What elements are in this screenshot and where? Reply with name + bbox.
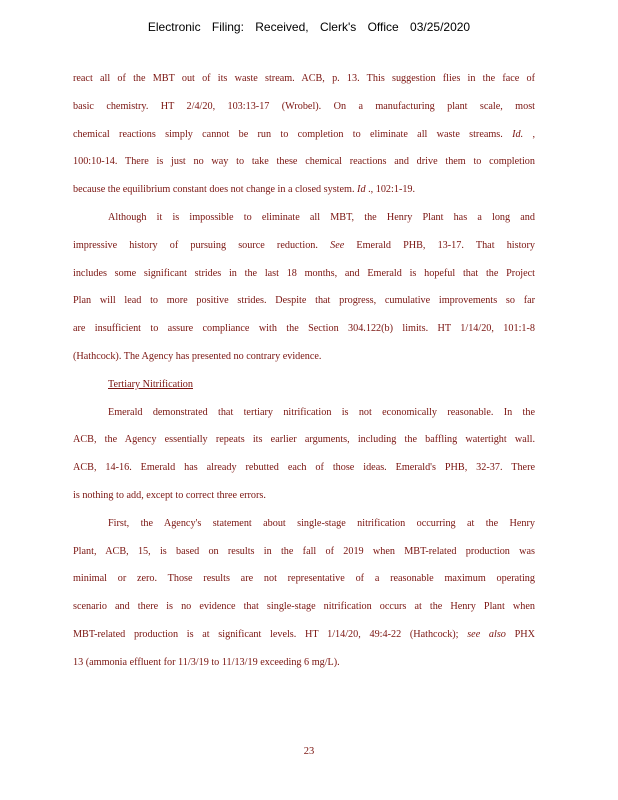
citation-italic: see also <box>467 628 506 640</box>
text-line: basic chemistry. HT 2/4/20, 103:13-17 (Wrobel). On a manufacturing plant scale, most <box>73 100 535 112</box>
text-line: Plan will lead to more positive strides. Despite that progress, cumulative improvements so far <box>73 295 535 307</box>
text-line: (Hathcock). The Agency has presented no contrary evidence. <box>73 350 322 362</box>
filing-header: Electronic Filing: Received, Clerk's Office 03/25/2020 <box>147 20 471 34</box>
citation-italic: Id <box>357 184 366 196</box>
text-line: are insufficient to assure compliance with the Section 304.122(b) limits. HT 1/14/20, 101:1-8 <box>73 323 535 335</box>
citation-italic: See <box>330 239 345 251</box>
text-line: MBT-related production is at significant levels. HT 1/14/20, 49:4-22 (Hathcock); see also PHX <box>73 628 535 640</box>
page-number: 23 <box>303 746 315 757</box>
section-heading: Tertiary Nitrification <box>108 378 193 390</box>
text-line: impressive history of pursuing source reduction. See Emerald PHB, 13-17. That history <box>73 239 535 251</box>
document-body <box>73 69 535 681</box>
text-line: Emerald demonstrated that tertiary nitrification is not economically reasonable. In the <box>108 406 535 418</box>
text-line: ACB, the Agency essentially repeats its earlier arguments, including the baffling watertight wall. <box>73 434 535 446</box>
text-line: ACB, 14-16. Emerald has already rebutted each of those ideas. Emerald's PHB, 32-37. There <box>73 462 535 474</box>
text-line: includes some significant strides in the last 18 months, and Emerald is hopeful that the Project <box>73 267 535 279</box>
text-line: 100:10-14. There is just no way to take these chemical reactions and drive them to completion <box>73 156 535 168</box>
text-line: is nothing to add, except to correct three errors. <box>73 489 266 501</box>
citation-italic: Id. <box>512 128 524 140</box>
text-line: chemical reactions simply cannot be run to completion to eliminate all waste streams. Id. , <box>73 128 535 140</box>
text-line: Although it is impossible to eliminate all MBT, the Henry Plant has a long and <box>108 211 535 223</box>
text-line: Plant, ACB, 15, is based on results in the fall of 2019 when MBT-related production was <box>73 545 535 557</box>
text-line: 13 (ammonia effluent for 11/3/19 to 11/13/19 exceeding 6 mg/L). <box>73 656 340 668</box>
text-line: minimal or zero. Those results are not representative of a reasonable maximum operating <box>73 573 535 585</box>
text-line: because the equilibrium constant does not change in a closed system. Id ., 102:1-19. <box>73 184 416 196</box>
text-line: scenario and there is no evidence that single-stage nitrification occurs at the Henry Plant when <box>73 601 535 613</box>
text-line: First, the Agency's statement about single-stage nitrification occurring at the Henry <box>108 517 535 529</box>
text-line: react all of the MBT out of its waste stream. ACB, p. 13. This suggestion flies in the face of <box>73 73 535 84</box>
